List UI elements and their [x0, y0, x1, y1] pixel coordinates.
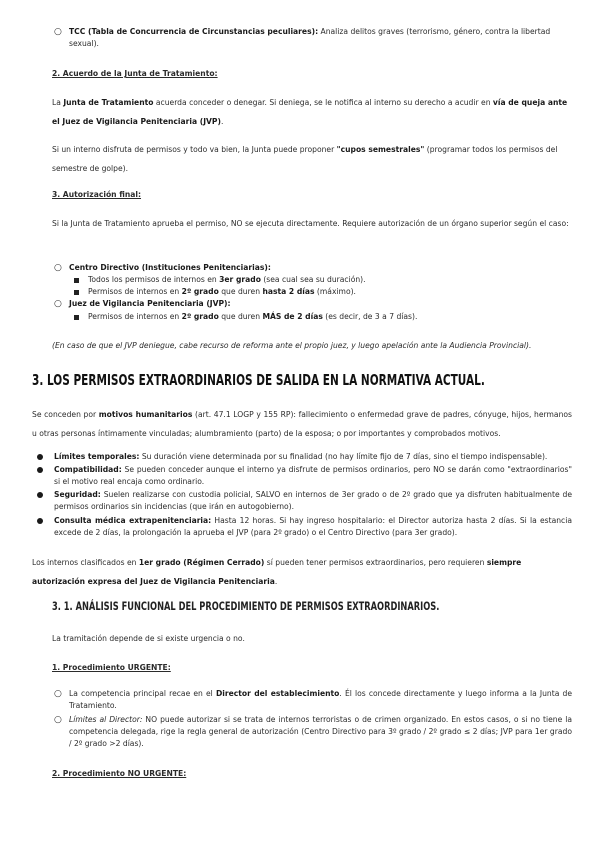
square-bullet-icon [74, 278, 79, 283]
paragraph-motivos: Se conceden por motivos humanitarios (art. 47.1 LOGP y 155 RP): fallecimiento o enfermedad grave de padres, cónyuge, hijos, hermanos u otras personas íntimamente vinculadas; alumbramiento (parto) de la esposa; o por importantes y comprobados motivos. [32, 410, 572, 438]
paragraph-autorizacion: Si la Junta de Tratamiento aprueba el permiso, NO se ejecuta directamente. Requiere autorización de un órgano superior según el caso: [52, 219, 569, 228]
section-heading-autorizacion: 3. Autorización final: [52, 190, 142, 199]
bullet-compatibilidad: Compatibilidad: Se pueden conceder aunque el interno ya disfrute de permisos ordinarios, pero NO se darán como "extraordinarios" si el motivo real encaja como ordinario. [32, 464, 572, 488]
circle-bullet-icon: ○ [54, 299, 62, 309]
sub-heading-analisis: 3. 1. ANÁLISIS FUNCIONAL DEL PROCEDIMIENTO DE PERMISOS EXTRAORDINARIOS. [52, 599, 440, 613]
square-bullet-icon [74, 290, 79, 295]
centro-directivo-item: ○ Centro Directivo (Instituciones Penitenciarias): [54, 263, 271, 273]
bullet-seguridad: Seguridad: Suelen realizarse con custodia policial, SALVO en internos de 3er grado o de 2º grado que ya disfruten habitualmente de permisos ordinarios sin incidencias (que irán en autogobierno). [32, 489, 572, 513]
bullet-dot-icon [37, 467, 43, 473]
tcc-item: ○ TCC (Tabla de Concurrencia de Circunstancias peculiares): Analiza delitos graves (terrorismo, género, contra la libertad sexual). [54, 27, 551, 48]
centro-subitem-1: Todos los permisos de internos en 3er grado (sea cual sea su duración). [72, 274, 572, 286]
bullet-consulta-medica: Consulta médica extrapenitenciaria: Hasta 12 horas. Si hay ingreso hospitalario: el Director autoriza hasta 2 días. Si la estancia excede de 2 días, la prolongación la aprueba el JVP (para 2º grado) o el Centro Directivo (para 3er grado). [32, 515, 572, 539]
paragraph-cupos: Si un interno disfruta de permisos y todo va bien, la Junta puede proponer "cupos semestrales" (programar todos los permisos del semestre de golpe). [52, 145, 558, 173]
paragraph-junta: La Junta de Tratamiento acuerda conceder o denegar. Si deniega, se le notifica al interno su derecho a acudir en vía de queja ante el Juez de Vigilancia Penitenciaria (JVP). [52, 98, 568, 126]
circle-bullet-icon: ○ [54, 689, 62, 699]
bullet-dot-icon [37, 492, 43, 498]
note-recurso: (En caso de que el JVP deniegue, cabe recurso de reforma ante el propio juez, y luego apelación ante la Audiencia Provincial). [52, 341, 532, 350]
bullet-dot-icon [37, 518, 43, 524]
circle-bullet-icon: ○ [54, 263, 62, 273]
paragraph-primer-grado: Los internos clasificados en 1er grado (Régimen Cerrado) sí pueden tener permisos extraordinarios, pero requieren siempre autorización expresa del Juez de Vigilancia Penitenciaria. [32, 558, 522, 586]
heading-procedimiento-no-urgente: 2. Procedimiento NO URGENTE: [52, 769, 187, 778]
circle-bullet-icon: ○ [54, 715, 62, 725]
bullet-dot-icon [37, 454, 43, 460]
juez-vigilancia-item: ○ Juez de Vigilancia Penitenciaria (JVP): [54, 299, 231, 309]
juez-subitem-1: Permisos de internos en 2º grado que duren MÁS de 2 días (es decir, de 3 a 7 días). [72, 311, 572, 323]
circle-bullet-icon: ○ [54, 27, 62, 37]
urgente-item-director: ○ La competencia principal recae en el Director del establecimiento. Él los concede directamente y luego informa a la Junta de Tratamiento. [54, 689, 572, 710]
square-bullet-icon [74, 315, 79, 320]
paragraph-tramitacion: La tramitación depende de si existe urgencia o no. [52, 634, 245, 643]
bullet-limites: Límites temporales: Su duración viene determinada por su finalidad (no hay límite fijo de 7 días, sino el tiempo indispensable). [32, 451, 572, 463]
heading-procedimiento-urgente: 1. Procedimiento URGENTE: [52, 663, 171, 672]
urgente-item-limites: ○ Límites al Director: NO puede autorizar si se trata de internos terroristas o de crimen organizado. En estos casos, o si no tiene la competencia delegada, rige la regla general de autorización (Centro Directivo para 3º grado / 2º grado ≤ 2 días; JVP para 1er grado / 2º grado >2 días). [54, 715, 572, 748]
centro-subitem-2: Permisos de internos en 2º grado que duren hasta 2 días (máximo). [72, 286, 572, 298]
main-heading-permisos-extraordinarios: 3. LOS PERMISOS EXTRAORDINARIOS DE SALIDA EN LA NORMATIVA ACTUAL. [32, 371, 485, 389]
section-heading-junta: 2. Acuerdo de la Junta de Tratamiento: [52, 69, 218, 78]
